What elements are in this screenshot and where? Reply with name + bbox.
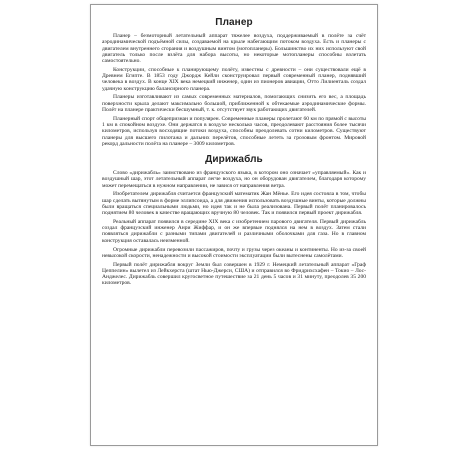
paragraph: Планерный спорт общепризнан и популярен. Современные планеры пролетают 60 км по прямой с высоты 1 км в спокойном воздухе. Они держатся в воздухе несколько часов, преодолевают расстояния более тысячи километров, используя восходящие потоки воздуха, способны преодолевать сотни километров. Существуют планеры для высшего пилотажа и дальних перелётов, способные лететь за грозовым фронтом. Мировой рекорд дальности полёта на планере – 3009 километров. — [102, 115, 366, 147]
paragraph: Огромные дирижабли перевозили пассажиров, почту и грузы через океаны и континенты. Но из-за своей невысокой скорости, ненадежности и высокой стоимости эксплуатации были вытеснены самолётами. — [102, 246, 366, 259]
section-heading-glider: Планер — [215, 17, 253, 28]
document-page — [90, 4, 378, 446]
paragraph: Конструкции, способные к планирующему полёту, известны с древности – они существовали ещё в Древнем Египте. В 1853 году Джордж Кейли сконструировал первый современный планер, поднявший человека в воздух. В конце XIX века немецкий инженер, один из пионеров авиации, Отто Лилиенталь создал удачную конструкцию балансирного планера. — [102, 66, 366, 92]
paragraph: Реальный аппарат появился в середине XIX века с изобретением парового двигателя. Первый дирижабль создал французский инженер Анри Жиффар, и он же впервые поднялся на нем в воздух. Затем стали появляться дирижабли с разными типами двигателей и различными оболочками для газа. Но в главном конструкция оставалась неизменной. — [102, 218, 366, 244]
section-heading-airship: Дирижабль — [205, 154, 263, 166]
paragraph: Изобретателем дирижабля считается французский математик Жан Мёнье. Его идея состояла в том, чтобы шар сделать вытянутым в форме эллипсоида, а для движения использовать воздушные винты, которые должны были вращаться специальными людьми, но идея так и не была реализована. Первый полёт планировалось поднятием 80 человек в качестве вращающих вручную 80 человек. Так и появился первый проект дирижабля. — [102, 191, 366, 217]
paragraph: Слово «дирижабль» заимствовано из французского языка, в котором оно означает «управляемый». Как и воздушный шар, этот летательный аппарат легче воздуха, но он оборудован двигателем, благодаря которому может перемещаться в нужном направлении, не завися от направления ветра. — [102, 170, 366, 189]
paragraph: Планеры изготавливают из самых современных материалов, помогающих снизить его вес, а площадь поверхности крыла делают максимально большой, приближенной к обтекаемые аэродинамические формы. Полёт на планере практически бесшумный, т. к. отсутствует звук работающих двигателей. — [102, 94, 366, 113]
paragraph: Первый полёт дирижабля вокруг Земли был совершен в 1929 г. Немецкий летательный аппарат «Граф Цеппелин» вылетел из Лейкхерста (штат Нью-Джерси, США) и отправился во Фридрихсхафен – Токио – Лос-Анджелес. Дирижабль совершил кругосветное путешествие за 21 день 5 часов и 31 минуту, преодолев 35 200 километров. — [102, 261, 366, 287]
paragraph: Планер – безмоторный летательный аппарат тяжелее воздуха, поддерживаемый в полёте за счёт аэродинамической подъёмной силы, создаваемой на крыле набегающим потоком воздуха. Есть и планеры с двигателем внутреннего сгорания и воздушным винтом (мотопланеры). Большинство их них используют свой двигатель только после взлёта для набора высоты, но некоторые мотопланеры способны взлетать самостоятельно. — [102, 33, 366, 64]
